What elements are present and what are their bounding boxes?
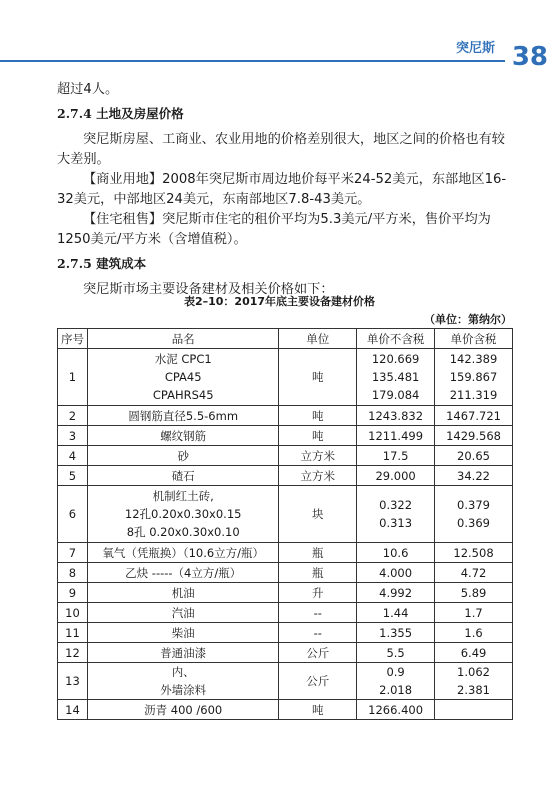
table-row — [58, 663, 513, 700]
cell-price-ex — [357, 663, 435, 700]
cell-price-ex-line: 0.9 — [386, 665, 405, 679]
cell-price-ex — [357, 426, 435, 446]
cell-no: 14 — [58, 700, 88, 720]
cell-no: 13 — [58, 663, 88, 700]
cell-price-inc-line: 159.867 — [449, 370, 498, 384]
cell-name — [87, 563, 279, 583]
cell-no: 9 — [58, 583, 88, 603]
cell-price-inc — [435, 643, 513, 663]
cell-price-inc — [435, 466, 513, 486]
table-row — [58, 603, 513, 623]
cell-unit: 吨 — [279, 349, 357, 406]
cell-name — [87, 623, 279, 643]
cell-price-inc — [435, 349, 513, 406]
cell-price-ex-line: 179.084 — [371, 388, 420, 402]
cell-price-ex — [357, 486, 435, 543]
table-row — [58, 486, 513, 543]
section-heading-2-7-4: 2.7.4 土地及房屋价格 — [57, 106, 184, 121]
cell-price-inc — [435, 603, 513, 623]
cell-name — [87, 349, 279, 406]
cell-price-inc — [435, 700, 513, 720]
header-rule — [0, 60, 505, 62]
cell-unit: 瓶 — [279, 563, 357, 583]
cell-price-inc-line: 1.062 — [457, 665, 490, 679]
cell-name-line: 圆钢筋直径5.5-6mm — [128, 408, 239, 423]
cell-no: 11 — [58, 623, 88, 643]
cell-price-inc — [435, 583, 513, 603]
running-header-country: 突尼斯 — [455, 41, 495, 56]
cell-name-line: 机油 — [171, 585, 195, 600]
cell-name — [87, 466, 279, 486]
cell-price-inc — [435, 563, 513, 583]
cell-price-ex-line: 1211.499 — [368, 428, 424, 443]
cell-no: 7 — [58, 543, 88, 563]
cell-unit: 立方米 — [279, 466, 357, 486]
cell-name — [87, 663, 279, 700]
cell-price-ex-line: 17.5 — [382, 448, 409, 463]
cell-price-inc — [435, 663, 513, 700]
cell-price-ex-line: 1243.832 — [368, 408, 424, 423]
section-heading-2-7-5: 2.7.5 建筑成本 — [57, 256, 147, 271]
paragraph-housing: 【住宅租售】突尼斯市住宅的租价平均为5.3美元/平方米，售价平均为1250美元/平方米（含增值税）。 — [57, 212, 491, 247]
table-header-row — [58, 329, 513, 349]
cell-price-ex-line: 1.44 — [382, 605, 409, 620]
cell-name-line: 乙炔 -----（4立方/瓶） — [125, 565, 242, 580]
table-row — [58, 446, 513, 466]
cell-price-ex-line: 4.000 — [379, 565, 413, 580]
cell-price-inc — [435, 446, 513, 466]
paragraph: 突尼斯市场主要设备建材及相关价格如下： — [83, 282, 334, 297]
cell-name — [87, 426, 279, 446]
cell-price-ex-line: 135.481 — [371, 370, 420, 384]
table-title: 表2–10：2017年底主要设备建材价格 — [183, 295, 376, 308]
cell-no: 1 — [58, 349, 88, 406]
cell-no: 5 — [58, 466, 88, 486]
cell-name-line: CPAHRS45 — [152, 388, 214, 402]
cell-no: 8 — [58, 563, 88, 583]
table-row — [58, 543, 513, 563]
cell-name-line: 螺纹钢筋 — [160, 428, 207, 443]
table-row — [58, 623, 513, 643]
cell-price-inc — [435, 406, 513, 426]
cell-name — [87, 486, 279, 543]
cell-price-inc-line: 0.369 — [457, 516, 490, 530]
cell-name-line: 内、 — [171, 665, 195, 679]
table-row — [58, 563, 513, 583]
cell-name — [87, 406, 279, 426]
cell-price-inc — [435, 426, 513, 446]
table-unit: （单位：第纳尔） — [424, 313, 512, 326]
cell-name-line: 柴油 — [171, 625, 195, 640]
cell-price-ex-line: 29.000 — [375, 468, 416, 483]
cell-name — [87, 603, 279, 623]
table-row — [58, 583, 513, 603]
cell-price-ex-line: 0.322 — [379, 498, 413, 512]
cell-price-inc-line: 1.6 — [464, 625, 483, 640]
cell-name-line: 8孔 0.20x0.30x0.10 — [126, 525, 240, 539]
cell-price-inc — [435, 623, 513, 643]
cell-unit: 块 — [279, 486, 357, 543]
cell-name — [87, 643, 279, 663]
paragraph: 突尼斯房屋、工商业、农业用地的价格差别很大，地区之间的价格也有较大差别。 — [57, 132, 505, 167]
cell-name-line: 普通油漆 — [160, 645, 207, 660]
cell-price-inc-line: 4.72 — [460, 565, 487, 580]
cell-price-inc-line: 6.49 — [460, 645, 487, 660]
cell-no: 6 — [58, 486, 88, 543]
cell-price-inc-line: 211.319 — [449, 388, 498, 402]
table-row — [58, 406, 513, 426]
cell-price-ex — [357, 583, 435, 603]
cell-name-line: 砂 — [177, 448, 189, 463]
cell-unit: 吨 — [279, 406, 357, 426]
cell-price-ex — [357, 466, 435, 486]
cell-price-ex-line: 10.6 — [382, 545, 409, 560]
cell-no: 4 — [58, 446, 88, 466]
cell-price-ex-line: 1.355 — [379, 625, 413, 640]
cell-name — [87, 446, 279, 466]
cell-price-ex — [357, 603, 435, 623]
cell-unit: 公斤 — [279, 663, 357, 700]
cell-price-ex-line: 4.992 — [379, 585, 413, 600]
cell-price-inc-line: 2.381 — [457, 683, 490, 697]
cell-price-ex-line: 1266.400 — [368, 702, 424, 717]
cell-unit: 吨 — [279, 700, 357, 720]
cell-name-line: 水泥 CPC1 — [154, 352, 212, 366]
cell-price-ex — [357, 406, 435, 426]
cell-unit: -- — [279, 603, 357, 623]
cell-price-ex — [357, 623, 435, 643]
cell-no: 10 — [58, 603, 88, 623]
cell-no: 2 — [58, 406, 88, 426]
cell-price-ex — [357, 643, 435, 663]
table-row — [58, 700, 513, 720]
cell-price-inc-line: 12.508 — [453, 545, 494, 560]
cell-unit: 瓶 — [279, 543, 357, 563]
cell-price-inc-line: 1.7 — [464, 605, 483, 620]
cell-unit: 升 — [279, 583, 357, 603]
cell-price-ex — [357, 446, 435, 466]
price-table — [57, 328, 513, 720]
cell-price-inc — [435, 486, 513, 543]
header-cell: 序号 — [58, 329, 88, 349]
header-cell: 单价含税 — [435, 329, 513, 349]
cell-price-inc-line: 1429.568 — [446, 428, 501, 443]
cell-name-line: 碴石 — [171, 468, 195, 483]
cell-price-ex — [357, 700, 435, 720]
cell-name-line: CPA45 — [164, 370, 202, 384]
cell-price-inc-line: 5.89 — [460, 585, 487, 600]
table-row — [58, 466, 513, 486]
cell-no: 3 — [58, 426, 88, 446]
cell-no: 12 — [58, 643, 88, 663]
header-cell: 品名 — [87, 329, 279, 349]
cell-name-line: 汽油 — [171, 605, 195, 620]
cell-price-inc-line: 20.65 — [457, 448, 490, 463]
table-row — [58, 643, 513, 663]
cell-unit: -- — [279, 623, 357, 643]
cell-unit: 立方米 — [279, 446, 357, 466]
cell-name-line: 12孔0.20x0.30x0.15 — [124, 507, 242, 521]
header-cell: 单位 — [279, 329, 357, 349]
cell-price-ex — [357, 349, 435, 406]
cell-name-line: 沥青 400 /600 — [144, 702, 223, 717]
body-text — [57, 80, 512, 300]
cell-name — [87, 543, 279, 563]
table-body — [58, 349, 513, 720]
cell-price-ex-line: 120.669 — [371, 352, 420, 366]
cell-price-inc-line: 34.22 — [457, 468, 490, 483]
cell-name-line: 机制红土砖, — [152, 489, 214, 503]
table-row — [58, 426, 513, 446]
cell-price-ex-line: 0.313 — [379, 516, 413, 530]
cell-name-line: 氧气（凭瓶换）（10.6立方/瓶） — [102, 545, 265, 560]
cell-price-inc-line: 142.389 — [449, 352, 498, 366]
cell-price-inc — [435, 543, 513, 563]
cell-price-ex-line: 2.018 — [379, 683, 413, 697]
cell-unit: 吨 — [279, 426, 357, 446]
cell-price-inc-line: 1467.721 — [446, 408, 501, 423]
cell-price-ex-line: 5.5 — [386, 645, 405, 660]
cell-name — [87, 700, 279, 720]
page-number: 38 — [511, 42, 548, 72]
paragraph-commercial-land: 【商业用地】2008年突尼斯市周边地价每平米24-52美元，东部地区16-32美元，中部地区24美元，东南部地区7.8-43美元。 — [57, 172, 507, 207]
cell-price-inc-line: 0.379 — [457, 498, 490, 512]
cell-name — [87, 583, 279, 603]
cell-price-ex — [357, 563, 435, 583]
paragraph: 超过4人。 — [57, 82, 119, 97]
cell-name-line: 外墙涂料 — [160, 683, 207, 697]
header-cell: 单价不含税 — [357, 329, 435, 349]
cell-unit: 公斤 — [279, 643, 357, 663]
table-row — [58, 349, 513, 406]
cell-price-ex — [357, 543, 435, 563]
